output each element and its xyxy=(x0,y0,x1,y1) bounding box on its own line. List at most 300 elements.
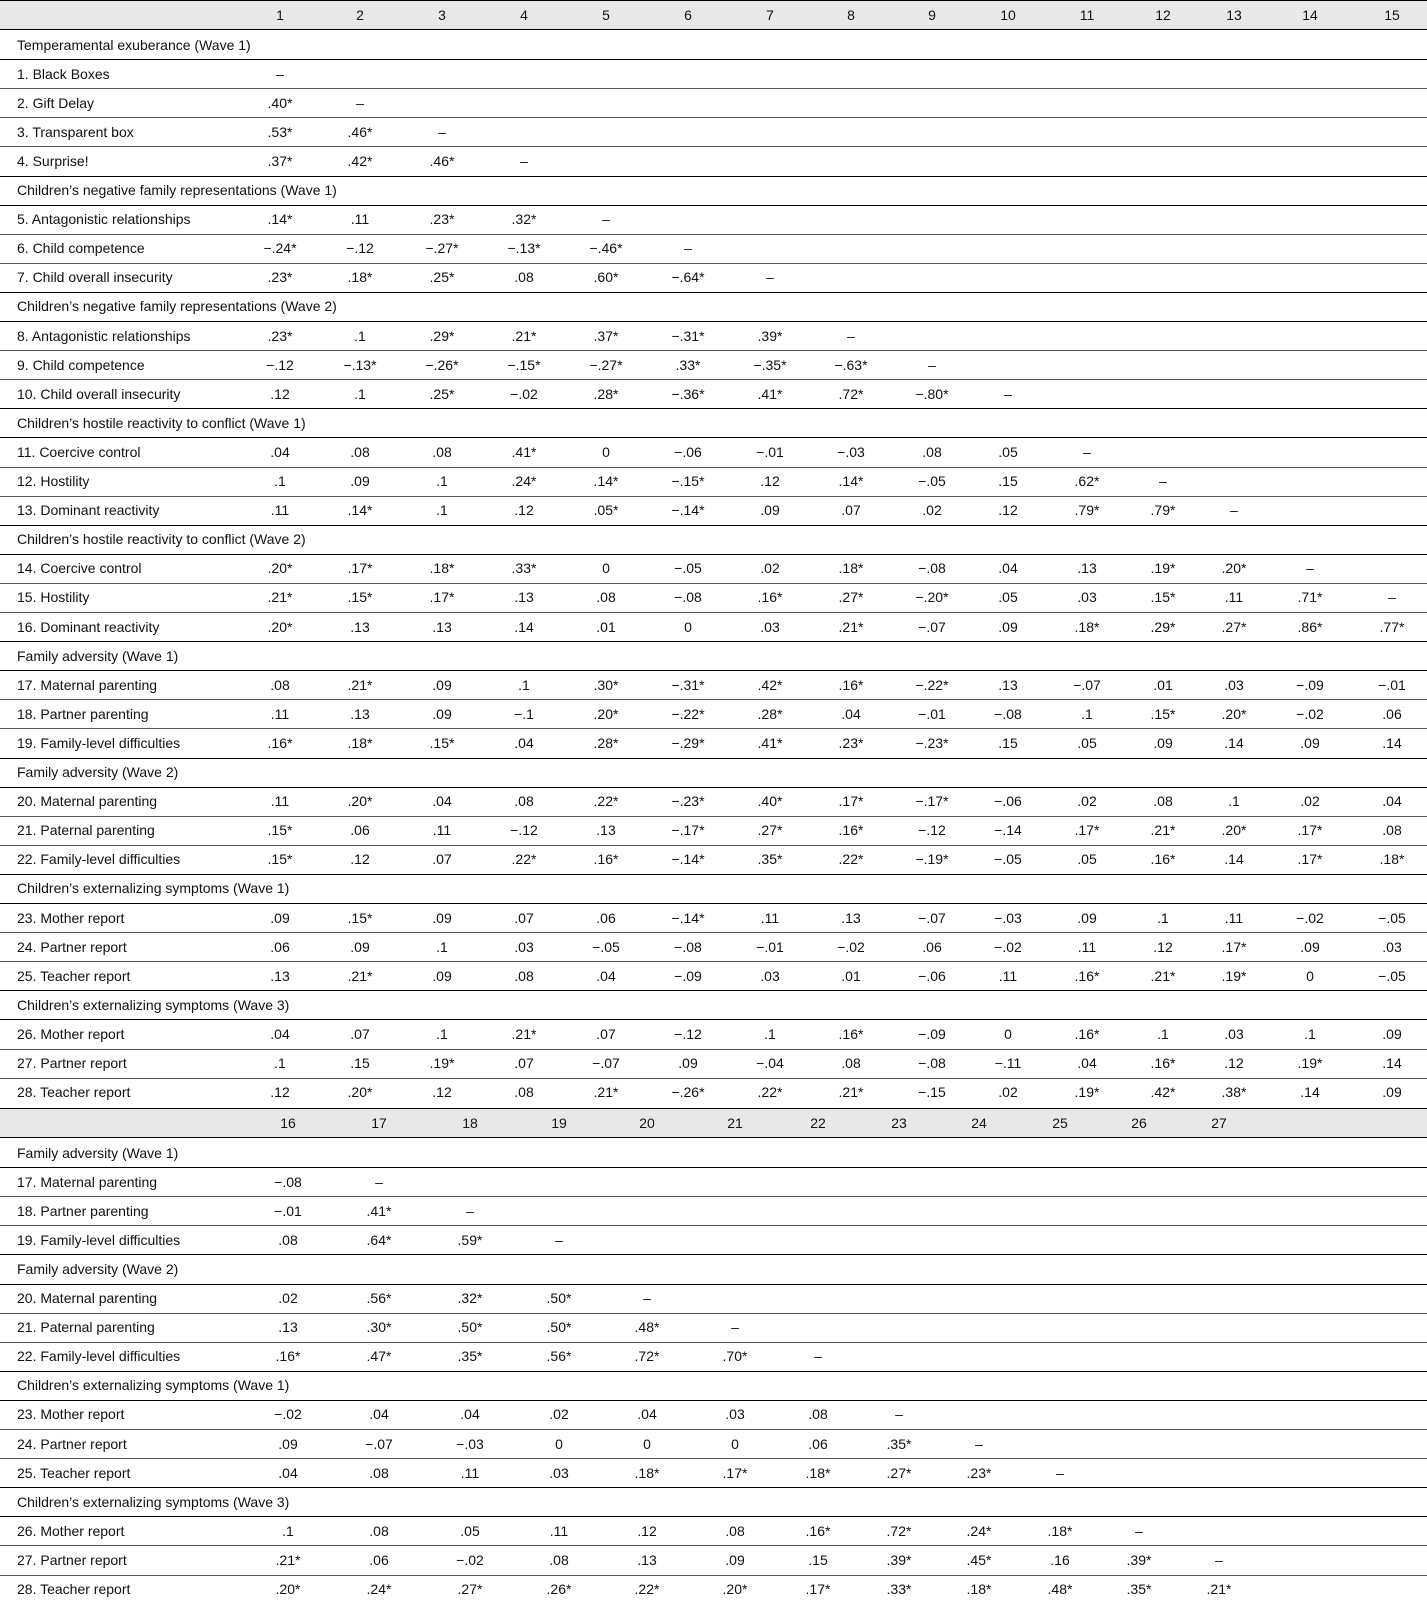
table-cell: .06 xyxy=(808,1435,828,1452)
table-cell: .18* xyxy=(347,269,373,286)
table-cell: −.08 xyxy=(674,938,702,955)
table-cell: .45* xyxy=(966,1551,992,1568)
table-cell: .04 xyxy=(460,1406,480,1423)
table-cell: .02 xyxy=(922,502,942,519)
table-cell: .19* xyxy=(1221,967,1247,984)
table-cell: −.07 xyxy=(592,1055,620,1072)
table-cell: .21* xyxy=(1206,1581,1232,1598)
table-cell: .39* xyxy=(886,1551,912,1568)
table-cell: .11 xyxy=(270,502,290,519)
table-cell: .02 xyxy=(1077,793,1097,810)
table-cell: .24* xyxy=(511,473,537,490)
table-cell: .46* xyxy=(429,152,455,169)
table-cell: .17* xyxy=(429,589,455,606)
table-cell: .08 xyxy=(369,1464,389,1481)
table-cell: .1 xyxy=(274,473,286,490)
table-cell: .12 xyxy=(1224,1055,1244,1072)
table-cell: .05 xyxy=(1077,734,1097,751)
table-cell: .09 xyxy=(432,909,452,926)
table-cell: .20* xyxy=(275,1581,301,1598)
table-cell: .13 xyxy=(841,909,861,926)
column-header: 3 xyxy=(438,7,446,23)
table-cell: −.08 xyxy=(274,1173,302,1190)
table-cell: .1 xyxy=(436,473,448,490)
table-cell: −.17* xyxy=(915,793,949,810)
table-cell: .79* xyxy=(1150,502,1176,519)
row-label: 5. Antagonistic relationships xyxy=(17,211,191,228)
table-cell: .04 xyxy=(1077,1055,1097,1072)
section-header-row xyxy=(0,990,1427,1019)
table-cell: .03 xyxy=(1224,1025,1244,1042)
table-cell: .23* xyxy=(429,211,455,228)
table-cell: .1 xyxy=(1157,909,1169,926)
table-cell: −.22* xyxy=(671,705,705,722)
table-row xyxy=(0,612,1427,641)
table-cell: −.27* xyxy=(425,240,459,257)
table-cell: .14 xyxy=(1224,851,1244,868)
table-cell: .09 xyxy=(1382,1025,1402,1042)
table-cell: .14* xyxy=(267,211,293,228)
table-cell: −.36* xyxy=(671,385,705,402)
row-label: 27. Partner report xyxy=(17,1551,127,1568)
table-cell: – xyxy=(555,1231,563,1248)
table-cell: .15 xyxy=(998,734,1018,751)
table-cell: −.02 xyxy=(510,385,538,402)
table-cell: .01 xyxy=(596,618,616,635)
table-cell: .03 xyxy=(514,938,534,955)
table-cell: −.05 xyxy=(592,938,620,955)
row-label: 28. Teacher report xyxy=(17,1581,131,1598)
table-cell: 0 xyxy=(1004,1025,1012,1042)
table-cell: −.63* xyxy=(834,356,868,373)
table-cell: .13 xyxy=(432,618,452,635)
table-cell: .17* xyxy=(1074,822,1100,839)
table-row xyxy=(0,467,1427,496)
table-cell: .33* xyxy=(511,560,537,577)
table-cell: – xyxy=(466,1202,474,1219)
table-cell: .17* xyxy=(1297,851,1323,868)
row-label: 28. Teacher report xyxy=(17,1084,131,1101)
table-cell: .15* xyxy=(267,851,293,868)
table-cell: – xyxy=(814,1348,822,1365)
table-row xyxy=(0,1078,1427,1107)
table-row xyxy=(0,117,1427,146)
table-cell: .06 xyxy=(350,822,370,839)
table-cell: .09 xyxy=(350,938,370,955)
row-label: 23. Mother report xyxy=(17,909,125,926)
table-cell: .07 xyxy=(841,502,861,519)
column-header: 11 xyxy=(1079,7,1095,23)
table-cell: .42* xyxy=(347,152,373,169)
table-cell: 0 xyxy=(684,618,692,635)
row-label: 9. Child competence xyxy=(17,356,145,373)
table-row xyxy=(0,845,1427,874)
table-cell: .11 xyxy=(549,1522,569,1539)
table-cell: .30* xyxy=(593,676,619,693)
table-cell: −.12 xyxy=(674,1025,702,1042)
table-cell: .56* xyxy=(546,1348,572,1365)
table-cell: .19* xyxy=(1150,560,1176,577)
row-label: 19. Family-level difficulties xyxy=(17,734,181,751)
table-cell: .21* xyxy=(593,1084,619,1101)
table-cell: .14* xyxy=(593,473,619,490)
column-header: 10 xyxy=(1000,7,1016,23)
table-cell: .03 xyxy=(1224,676,1244,693)
table-cell: .1 xyxy=(354,385,366,402)
row-label: 2. Gift Delay xyxy=(17,94,95,111)
table-cell: −.15* xyxy=(507,356,541,373)
table-cell: .48* xyxy=(634,1319,660,1336)
table-cell: .11 xyxy=(1224,909,1244,926)
table-cell: .14* xyxy=(838,473,864,490)
table-cell: .02 xyxy=(1300,793,1320,810)
table-cell: .41* xyxy=(511,443,537,460)
table-cell: .07 xyxy=(514,909,534,926)
table-cell: −.01 xyxy=(918,705,946,722)
table-cell: .20* xyxy=(1221,822,1247,839)
row-label: 20. Maternal parenting xyxy=(17,793,158,810)
section-title: Children’s externalizing symptoms (Wave 3) xyxy=(17,1493,290,1510)
table-cell: −.02 xyxy=(1296,909,1324,926)
table-cell: – xyxy=(602,211,610,228)
table-cell: – xyxy=(731,1319,739,1336)
table-cell: – xyxy=(1056,1464,1064,1481)
table-cell: .37* xyxy=(593,327,619,344)
section-header-row xyxy=(0,1371,1427,1400)
table-cell: .1 xyxy=(518,676,530,693)
table-cell: .19* xyxy=(1297,1055,1323,1072)
table-cell: .1 xyxy=(1228,793,1240,810)
column-header: 15 xyxy=(1384,7,1400,23)
table-cell: .14 xyxy=(1300,1084,1320,1101)
table-cell: −.02 xyxy=(274,1406,302,1423)
row-label: 20. Maternal parenting xyxy=(17,1290,158,1307)
table-cell: .15* xyxy=(347,589,373,606)
table-cell: .03 xyxy=(760,967,780,984)
table-cell: −.23* xyxy=(915,734,949,751)
table-cell: .11 xyxy=(760,909,780,926)
table-cell: −.26* xyxy=(671,1084,705,1101)
table-cell: .17* xyxy=(805,1581,831,1598)
column-header: 26 xyxy=(1131,1115,1147,1131)
table-cell: −.20* xyxy=(915,589,949,606)
row-label: 21. Paternal parenting xyxy=(17,822,155,839)
table-cell: −.11 xyxy=(994,1055,1022,1072)
row-label: 10. Child overall insecurity xyxy=(17,385,181,402)
row-label: 12. Hostility xyxy=(17,473,90,490)
table-cell: .12 xyxy=(998,502,1018,519)
table-cell: .27* xyxy=(757,822,783,839)
table-row xyxy=(0,234,1427,263)
table-row xyxy=(0,1516,1427,1545)
table-cell: .11 xyxy=(270,793,290,810)
table-cell: .18* xyxy=(1074,618,1100,635)
table-cell: −.09 xyxy=(1296,676,1324,693)
table-cell: – xyxy=(356,94,364,111)
row-label: 4. Surprise! xyxy=(17,152,89,169)
table-cell: .33* xyxy=(675,356,701,373)
table-cell: .20* xyxy=(267,560,293,577)
table-cell: .03 xyxy=(1077,589,1097,606)
table-cell: .1 xyxy=(1304,1025,1316,1042)
section-title: Family adversity (Wave 2) xyxy=(17,1260,179,1277)
column-header: 9 xyxy=(928,7,936,23)
table-cell: .02 xyxy=(760,560,780,577)
table-cell: −.04 xyxy=(756,1055,784,1072)
table-cell: .20* xyxy=(347,1084,373,1101)
table-cell: .41* xyxy=(366,1202,392,1219)
table-cell: −.27* xyxy=(589,356,623,373)
table-cell: .1 xyxy=(282,1522,294,1539)
row-label: 26. Mother report xyxy=(17,1025,125,1042)
column-header: 23 xyxy=(891,1115,907,1131)
table-cell: – xyxy=(643,1290,651,1307)
table-cell: .08 xyxy=(514,1084,534,1101)
table-cell: .07 xyxy=(596,1025,616,1042)
column-header: 8 xyxy=(847,7,855,23)
section-title: Temperamental exuberance (Wave 1) xyxy=(17,36,251,53)
table-row xyxy=(0,379,1427,408)
table-cell: .39* xyxy=(1126,1551,1152,1568)
table-cell: .16 xyxy=(1050,1551,1070,1568)
table-cell: .64* xyxy=(366,1231,392,1248)
table-cell: .39* xyxy=(757,327,783,344)
column-header: 20 xyxy=(639,1115,655,1131)
table-cell: .17* xyxy=(347,560,373,577)
table-row xyxy=(0,1049,1427,1078)
table-cell: .35* xyxy=(757,851,783,868)
table-cell: .1 xyxy=(354,327,366,344)
table-cell: .08 xyxy=(514,269,534,286)
table-cell: .04 xyxy=(432,793,452,810)
table-cell: .1 xyxy=(1157,1025,1169,1042)
table-cell: .12 xyxy=(270,1084,290,1101)
table-row xyxy=(0,1167,1427,1196)
table-cell: .13 xyxy=(350,618,370,635)
table-row xyxy=(0,350,1427,379)
table-cell: .08 xyxy=(514,967,534,984)
table-cell: .16* xyxy=(275,1348,301,1365)
table-cell: .08 xyxy=(432,443,452,460)
table-cell: −.46* xyxy=(589,240,623,257)
table-cell: .40* xyxy=(757,793,783,810)
row-label: 25. Teacher report xyxy=(17,1464,131,1481)
table-row xyxy=(0,583,1427,612)
table-cell: .09 xyxy=(350,473,370,490)
table-cell: .70* xyxy=(722,1348,748,1365)
table-cell: .48* xyxy=(1047,1581,1073,1598)
table-cell: .18* xyxy=(805,1464,831,1481)
table-cell: .15* xyxy=(267,822,293,839)
table-cell: .24* xyxy=(366,1581,392,1598)
section-title: Children’s externalizing symptoms (Wave 1) xyxy=(17,1377,290,1394)
table-cell: .16* xyxy=(838,676,864,693)
column-header: 17 xyxy=(371,1115,387,1131)
section-header-row xyxy=(0,1254,1427,1283)
table-cell: .62* xyxy=(1074,473,1100,490)
table-cell: .08 xyxy=(369,1522,389,1539)
row-label: 22. Family-level difficulties xyxy=(17,1348,181,1365)
table-cell: .09 xyxy=(432,967,452,984)
table-cell: .28* xyxy=(757,705,783,722)
table-cell: .15* xyxy=(347,909,373,926)
table-cell: .11 xyxy=(270,705,290,722)
table-cell: – xyxy=(1004,385,1012,402)
row-label: 17. Maternal parenting xyxy=(17,676,158,693)
section-header-row xyxy=(0,525,1427,554)
section-header-row xyxy=(0,1138,1427,1167)
table-cell: .16* xyxy=(593,851,619,868)
table-cell: .14 xyxy=(1382,734,1402,751)
table-cell: .27* xyxy=(886,1464,912,1481)
table-cell: −.1 xyxy=(514,705,534,722)
table-cell: .40* xyxy=(267,94,293,111)
table-row xyxy=(0,670,1427,699)
table-cell: .50* xyxy=(546,1319,572,1336)
row-label: 11. Coercive control xyxy=(17,443,141,460)
table-cell: −.07 xyxy=(365,1435,393,1452)
table-cell: .21* xyxy=(511,1025,537,1042)
row-label: 3. Transparent box xyxy=(17,123,134,140)
table-cell: −.12 xyxy=(346,240,374,257)
table-cell: .02 xyxy=(549,1406,569,1423)
table-row xyxy=(0,496,1427,525)
column-header-row xyxy=(0,0,1427,30)
table-cell: −.03 xyxy=(837,443,865,460)
table-cell: .18* xyxy=(347,734,373,751)
table-cell: 0 xyxy=(731,1435,739,1452)
table-cell: −.13* xyxy=(507,240,541,257)
table-row xyxy=(0,263,1427,292)
table-cell: .08 xyxy=(841,1055,861,1072)
table-cell: .16* xyxy=(1074,967,1100,984)
table-cell: .21* xyxy=(838,618,864,635)
table-cell: .27* xyxy=(838,589,864,606)
table-cell: .07 xyxy=(514,1055,534,1072)
column-header-row xyxy=(0,1108,1427,1138)
table-cell: .22* xyxy=(838,851,864,868)
row-label: 14. Coercive control xyxy=(17,560,142,577)
table-cell: .12 xyxy=(637,1522,657,1539)
section-header-row xyxy=(0,1487,1427,1516)
row-label: 13. Dominant reactivity xyxy=(17,502,160,519)
table-cell: .21* xyxy=(267,589,293,606)
table-cell: .19* xyxy=(429,1055,455,1072)
column-header: 7 xyxy=(766,7,774,23)
table-cell: −.08 xyxy=(918,560,946,577)
table-cell: .09 xyxy=(760,502,780,519)
table-cell: −.07 xyxy=(918,909,946,926)
row-label: 8. Antagonistic relationships xyxy=(17,327,191,344)
table-cell: .04 xyxy=(1382,793,1402,810)
table-cell: .42* xyxy=(757,676,783,693)
section-header-row xyxy=(0,874,1427,903)
table-cell: .22* xyxy=(511,851,537,868)
table-cell: .04 xyxy=(270,1025,290,1042)
table-cell: .03 xyxy=(1382,938,1402,955)
column-header: 5 xyxy=(602,7,610,23)
table-cell: .18* xyxy=(1047,1522,1073,1539)
table-cell: .28* xyxy=(593,734,619,751)
table-cell: .28* xyxy=(593,385,619,402)
table-cell: −.02 xyxy=(456,1551,484,1568)
table-row xyxy=(0,1196,1427,1225)
table-cell: .12 xyxy=(270,385,290,402)
table-cell: – xyxy=(1388,589,1396,606)
table-cell: .18* xyxy=(966,1581,992,1598)
table-row xyxy=(0,437,1427,466)
row-label: 6. Child competence xyxy=(17,240,145,257)
row-label: 1. Black Boxes xyxy=(17,65,110,82)
table-cell: .50* xyxy=(546,1290,572,1307)
table-cell: .60* xyxy=(593,269,619,286)
table-cell: .09 xyxy=(1077,909,1097,926)
table-cell: .08 xyxy=(278,1231,298,1248)
table-cell: −.24* xyxy=(263,240,297,257)
section-header-row xyxy=(0,30,1427,59)
table-cell: – xyxy=(895,1406,903,1423)
table-cell: – xyxy=(847,327,855,344)
table-cell: .22* xyxy=(757,1084,783,1101)
table-cell: .04 xyxy=(270,443,290,460)
table-cell: .12 xyxy=(514,502,534,519)
table-row xyxy=(0,1545,1427,1574)
table-cell: .20* xyxy=(267,618,293,635)
table-cell: .20* xyxy=(593,705,619,722)
row-label: 24. Partner report xyxy=(17,938,127,955)
table-cell: .04 xyxy=(998,560,1018,577)
table-cell: .56* xyxy=(366,1290,392,1307)
table-cell: .20* xyxy=(722,1581,748,1598)
table-cell: −.08 xyxy=(674,589,702,606)
table-cell: .11 xyxy=(350,211,370,228)
table-cell: −.29* xyxy=(671,734,705,751)
table-cell: .08 xyxy=(596,589,616,606)
column-header: 12 xyxy=(1155,7,1171,23)
table-cell: −.05 xyxy=(674,560,702,577)
table-cell: .38* xyxy=(1221,1084,1247,1101)
table-cell: .07 xyxy=(432,851,452,868)
section-header-row xyxy=(0,758,1427,787)
table-cell: .04 xyxy=(637,1406,657,1423)
table-cell: .21* xyxy=(1150,822,1176,839)
table-cell: −.12 xyxy=(510,822,538,839)
table-cell: .1 xyxy=(274,1055,286,1072)
table-cell: −.22* xyxy=(915,676,949,693)
table-cell: .77* xyxy=(1379,618,1405,635)
table-cell: .59* xyxy=(457,1231,483,1248)
section-title: Children’s hostile reactivity to conflict (Wave 1) xyxy=(17,414,306,431)
table-cell: .03 xyxy=(549,1464,569,1481)
table-cell: .09 xyxy=(432,705,452,722)
table-cell: .09 xyxy=(998,618,1018,635)
table-cell: .17* xyxy=(838,793,864,810)
row-label: 15. Hostility xyxy=(17,589,90,606)
section-title: Children’s negative family representations (Wave 1) xyxy=(17,182,337,199)
table-cell: .03 xyxy=(760,618,780,635)
table-cell: .08 xyxy=(725,1522,745,1539)
table-cell: .05* xyxy=(593,502,619,519)
table-cell: .08 xyxy=(808,1406,828,1423)
row-label: 18. Partner parenting xyxy=(17,705,149,722)
table-cell: −.02 xyxy=(837,938,865,955)
table-cell: .08 xyxy=(922,443,942,460)
section-header-row xyxy=(0,408,1427,437)
table-row xyxy=(0,1284,1427,1313)
table-cell: −.01 xyxy=(756,443,784,460)
table-cell: .08 xyxy=(1153,793,1173,810)
column-header: 16 xyxy=(280,1115,296,1131)
